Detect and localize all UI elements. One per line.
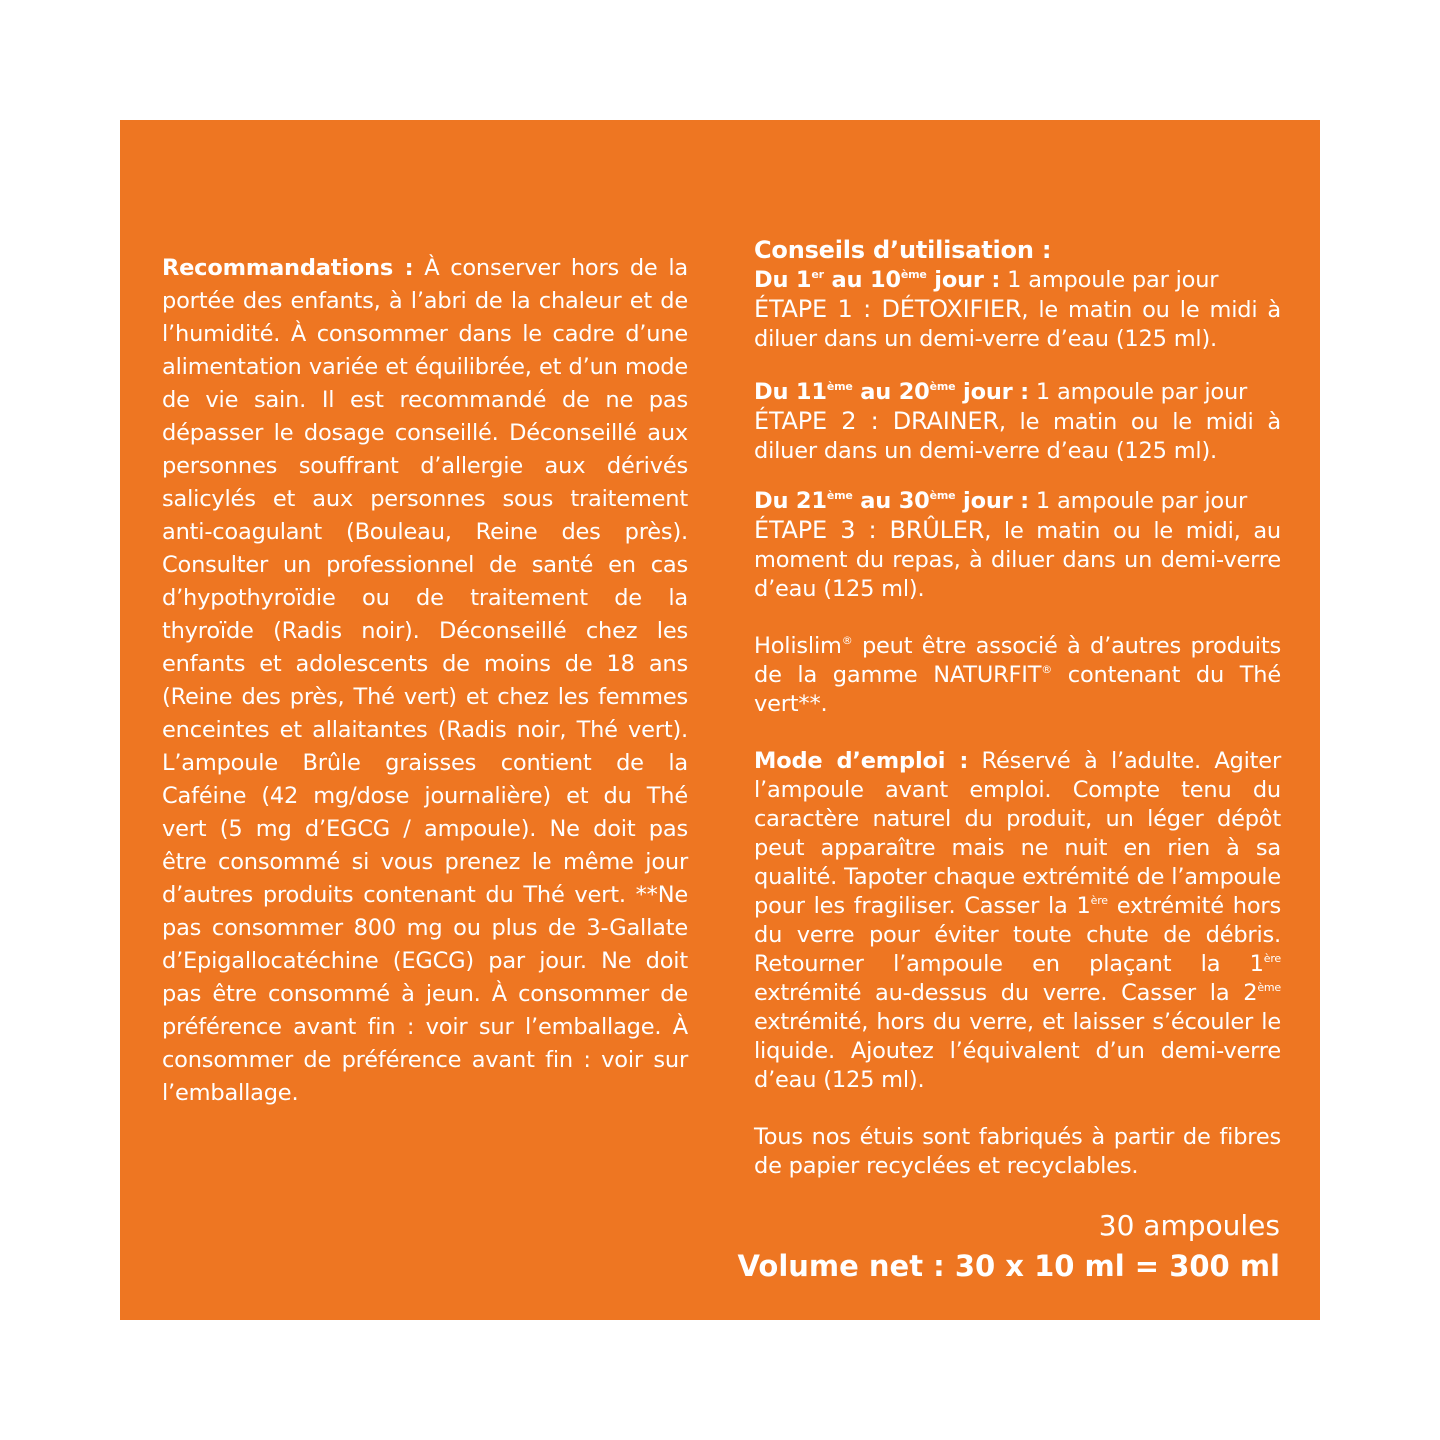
mode-emploi-title: Mode d’emploi : xyxy=(754,748,969,774)
step-1-period: Du 1er au 10ème jour : xyxy=(754,267,1001,293)
recommendations-text: À conserver hors de la portée des enfants, à l’abri de la chaleur et de l’humidité. À consommer dans le cadre d’une alimentation variée et équilibrée, et d’un mode de vie sain. Il est recommandé de ne pas dépasser le dosage conseillé. Déconseillé aux personnes souffrant d’allergie aux dérivés salicylés et aux personnes sous traitement anti-coagulant (Bouleau, Reine des près). Consulter un professionnel de santé en cas d’hypothyroïdie ou de traitement de la thyroïde (Radis noir). Déconseillé chez les enfants et adolescents de moins de 18 ans (Reine des près, Thé vert) et chez les femmes enceintes et allaitantes (Radis noir, Thé vert). L’ampoule Brûle graisses contient de la Caféine (42 mg/dose journalière) et du Thé vert (5 mg d’EGCG / ampoule). Ne doit pas être consommé si vous prenez le même jour d’autres produits contenant du Thé vert. **Ne pas consommer 800 mg ou plus de 3-Gallate d’Epigallocatéchine (EGCG) par jour. Ne doit pas être consommé à jeun. À consommer de préférence avant fin : voir sur l’emballage. À consommer de préférence avant fin : voir sur l’emballage. xyxy=(162,255,688,1106)
step-3-instructions: , le matin ou le midi, au moment du repas, à diluer dans un demi-verre d’eau (125 ml). xyxy=(754,518,1281,602)
step-2-instructions: , le matin ou le midi à diluer dans un demi-verre d’eau (125 ml). xyxy=(754,409,1281,464)
association-note: Holislim® peut être associé à d’autres produits de la gamme NATURFIT® contenant du Thé vert**. xyxy=(754,633,1281,717)
step-2-dose: 1 ampoule par jour xyxy=(1028,379,1248,405)
step-1-instructions: , le matin ou le midi à diluer dans un demi-verre d’eau (125 ml). xyxy=(754,297,1281,352)
step-1-label: ÉTAPE 1 : DÉTOXIFIER xyxy=(754,295,1022,323)
step-1-dose: 1 ampoule par jour xyxy=(1000,267,1219,293)
step-3-period: Du 21ème au 30ème jour : xyxy=(754,488,1029,514)
packaging-note: Tous nos étuis sont fabriqués à partir de fibres de papier recyclées et recyclables. xyxy=(754,1124,1281,1179)
step-2-block xyxy=(754,378,1281,466)
orange-panel xyxy=(120,120,1320,1320)
usage-block xyxy=(754,236,1281,354)
recommendations-title: Recommandations : xyxy=(162,255,414,281)
mode-emploi-block: Mode d’emploi : Réservé à l’adulte. Agiter l’ampoule avant emploi. Compte tenu du caractère naturel du produit, un léger dépôt peut apparaître mais ne nuit en rien à sa qualité. Tapoter chaque extrémité de l’ampoule pour les fragiliser. Casser la 1ère extrémité hors du verre pour éviter toute chute de débris. Retourner l’ampoule en plaçant la 1ère extrémité au-dessus du verre. Casser la 2ème extrémité, hors du verre, et laisser s’écouler le liquide. Ajoutez l’équivalent d’un demi-verre d’eau (125 ml). xyxy=(754,748,1281,1093)
usage-column xyxy=(754,236,1281,1181)
step-2-label: ÉTAPE 2 : DRAINER xyxy=(754,407,999,435)
usage-title: Conseils d’utilisation : xyxy=(754,236,1052,264)
net-volume: Volume net : 30 x 10 ml = 300 ml xyxy=(737,1249,1280,1283)
step-3-dose: 1 ampoule par jour xyxy=(1028,488,1248,514)
ampoule-count: 30 ampoules xyxy=(1098,1209,1280,1242)
step-3-label: ÉTAPE 3 : BRÛLER xyxy=(754,516,985,544)
product-footer xyxy=(738,1206,1280,1286)
step-3-block xyxy=(754,487,1281,604)
recommendations-block xyxy=(162,252,688,1110)
step-2-period: Du 11ème au 20ème jour : xyxy=(754,379,1029,405)
